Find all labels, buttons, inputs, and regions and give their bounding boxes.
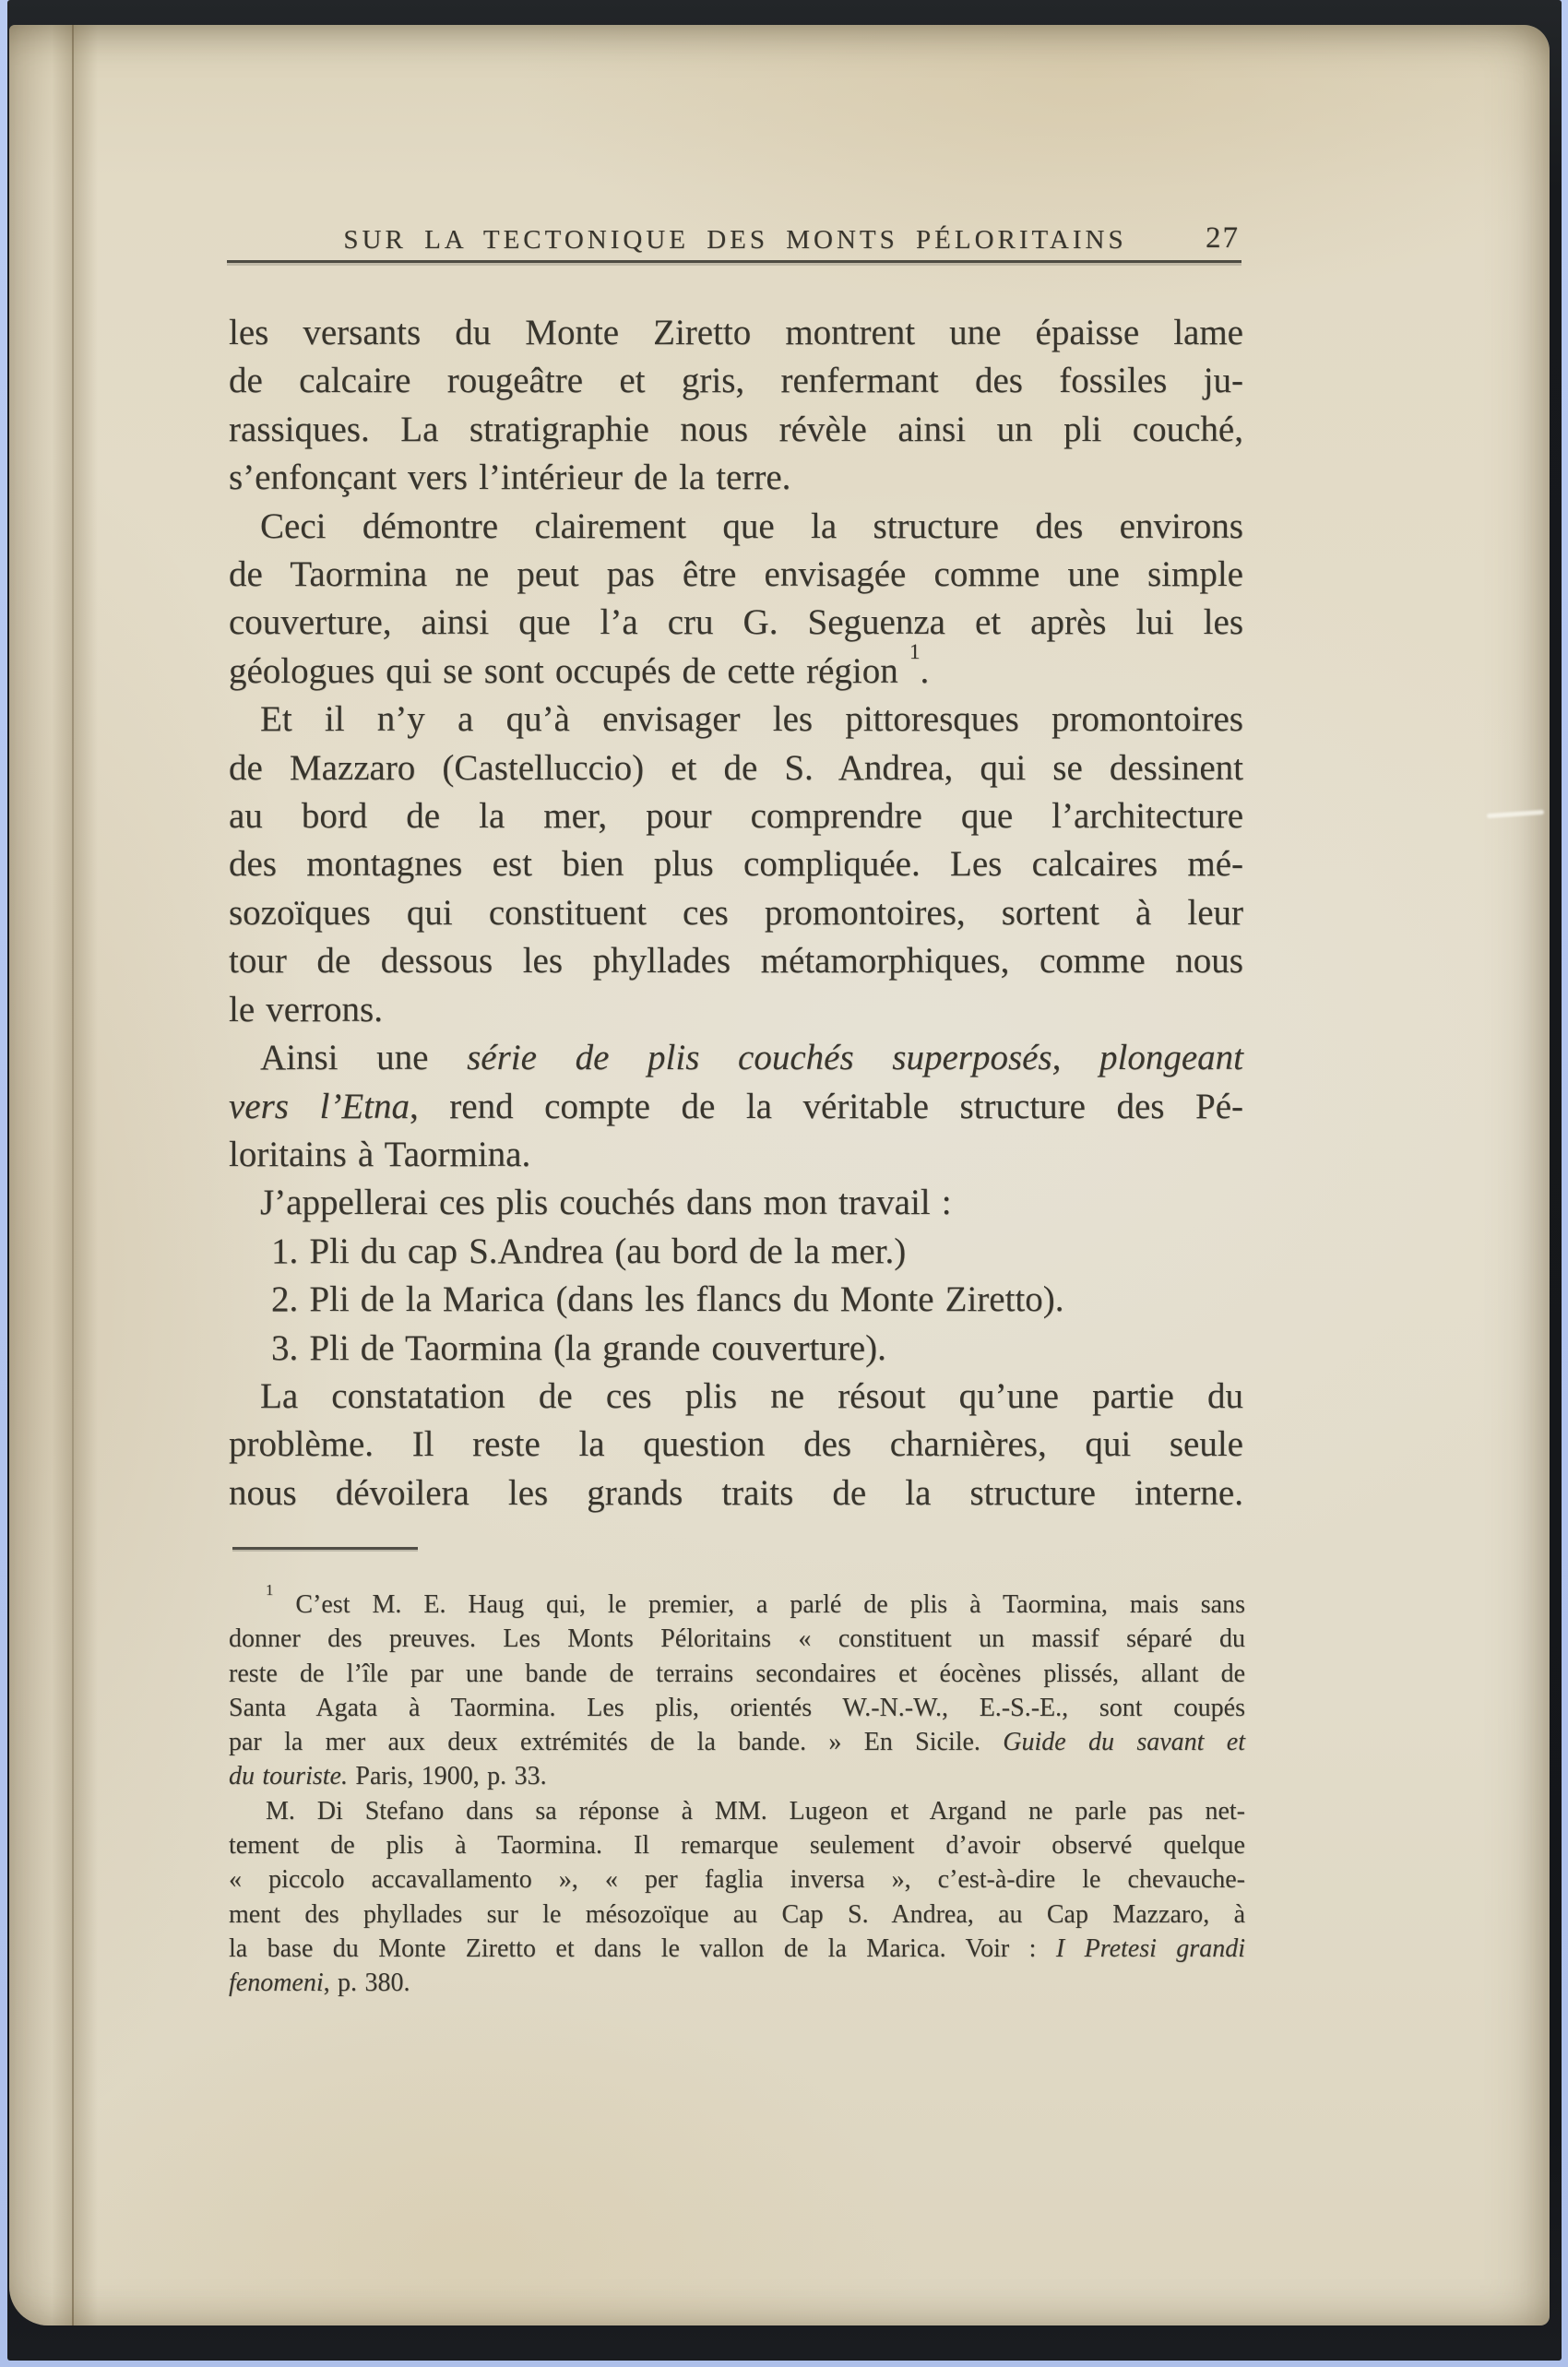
- text-line: de Mazzaro (Castelluccio) et de S. Andrea, qui se dessinent: [229, 747, 1243, 788]
- page-number: 27: [1206, 221, 1240, 255]
- text-line: s’enfonçant vers l’intérieur de la terre.: [229, 458, 791, 498]
- text-line: Santa Agata à Taormina. Les plis, orientés W.-N.-W., E.-S.-E., sont coupés: [229, 1693, 1245, 1722]
- text-line: par la mer aux deux extrémités de la bande. » En Sicile. Guide du savant et: [229, 1728, 1245, 1757]
- gutter-fold: [72, 25, 74, 2325]
- text-line: reste de l’île par une bande de terrains secondaires et éocènes plissés, allant de: [229, 1659, 1245, 1688]
- page-paper: [9, 25, 1550, 2325]
- gutter-shadow: [9, 25, 98, 2325]
- text-line: 1. Pli du cap S.Andrea (au bord de la mer.): [271, 1231, 907, 1271]
- text-line: Ainsi une série de plis couchés superposés, plongeant: [260, 1038, 1243, 1078]
- text-line: loritains à Taormina.: [229, 1134, 531, 1174]
- text-line: rassiques. La stratigraphie nous révèle ainsi un pli couché,: [229, 409, 1243, 449]
- text-line: sozoïques qui constituent ces promontoires, sortent à leur: [229, 892, 1243, 933]
- text-line: M. Di Stefano dans sa réponse à MM. Lugeon et Argand ne parle pas net-: [266, 1796, 1245, 1826]
- text-line: Ceci démontre clairement que la structure des environs: [260, 506, 1243, 546]
- text-line: La constatation de ces plis ne résout qu’une partie du: [260, 1375, 1243, 1416]
- text-line: 2. Pli de la Marica (dans les flancs du Monte Ziretto).: [271, 1279, 1064, 1320]
- text-line: $^1$ C’est M. E. Haug qui, le premier, a parlé de plis à Taormina, mais sans: [266, 1581, 1245, 1619]
- page-header: [229, 221, 1241, 270]
- text-line: J’appellerai ces plis couchés dans mon travail :: [260, 1183, 952, 1223]
- text-line: des montagnes est bien plus compliquée. Les calcaires mé-: [229, 844, 1243, 885]
- text-line: tour de dessous les phyllades métamorphiques, comme nous: [229, 941, 1243, 981]
- text-line: tement de plis à Taormina. Il remarque seulement d’avoir observé quelque: [229, 1831, 1245, 1861]
- text-line: nous dévoilera les grands traits de la structure interne.: [229, 1472, 1243, 1513]
- header-rule: [227, 260, 1241, 263]
- text-line: la base du Monte Ziretto et dans le vallon de la Marica. Voir : I Pretesi grandi: [229, 1933, 1245, 1963]
- text-line: « piccolo accavallamento », « per faglia inversa », c’est-à-dire le chevauche-: [229, 1865, 1245, 1895]
- running-head-title: SUR LA TECTONIQUE DES MONTS PÉLORITAINS: [343, 225, 1127, 255]
- text-line: de calcaire rougeâtre et gris, renfermant des fossiles ju-: [229, 361, 1243, 401]
- footnote-separator: [232, 1547, 418, 1550]
- text-line: géologues qui se sont occupés de cette région $^1$.: [229, 640, 930, 691]
- text-line: du touriste. Paris, 1900, p. 33.: [229, 1762, 547, 1791]
- footnotes: [229, 1581, 1245, 2001]
- text-line: les versants du Monte Ziretto montrent une épaisse lame: [229, 313, 1243, 352]
- text-line: vers l’Etna, rend compte de la véritable structure des Pé-: [229, 1086, 1244, 1126]
- text-line: au bord de la mer, pour comprendre que l’architecture: [229, 796, 1243, 837]
- body-text: [229, 309, 1243, 1517]
- text-line: 3. Pli de Taormina (la grande couverture).: [271, 1327, 886, 1368]
- text-line: le verrons.: [229, 989, 383, 1029]
- text-line: couverture, ainsi que l’a cru G. Seguenza et après lui les: [229, 602, 1243, 643]
- text-line: problème. Il reste la question des charnières, qui seule: [229, 1424, 1243, 1465]
- text-line: fenomeni, p. 380.: [229, 1969, 410, 1998]
- text-line: Et il n’y a qu’à envisager les pittoresques promontoires: [260, 699, 1243, 740]
- text-line: donner des preuves. Les Monts Péloritains « constituent un massif séparé du: [229, 1624, 1245, 1654]
- text-line: ment des phyllades sur le mésozoïque au Cap S. Andrea, au Cap Mazzaro, à: [229, 1899, 1245, 1929]
- text-line: de Taormina ne peut pas être envisagée comme une simple: [229, 554, 1243, 595]
